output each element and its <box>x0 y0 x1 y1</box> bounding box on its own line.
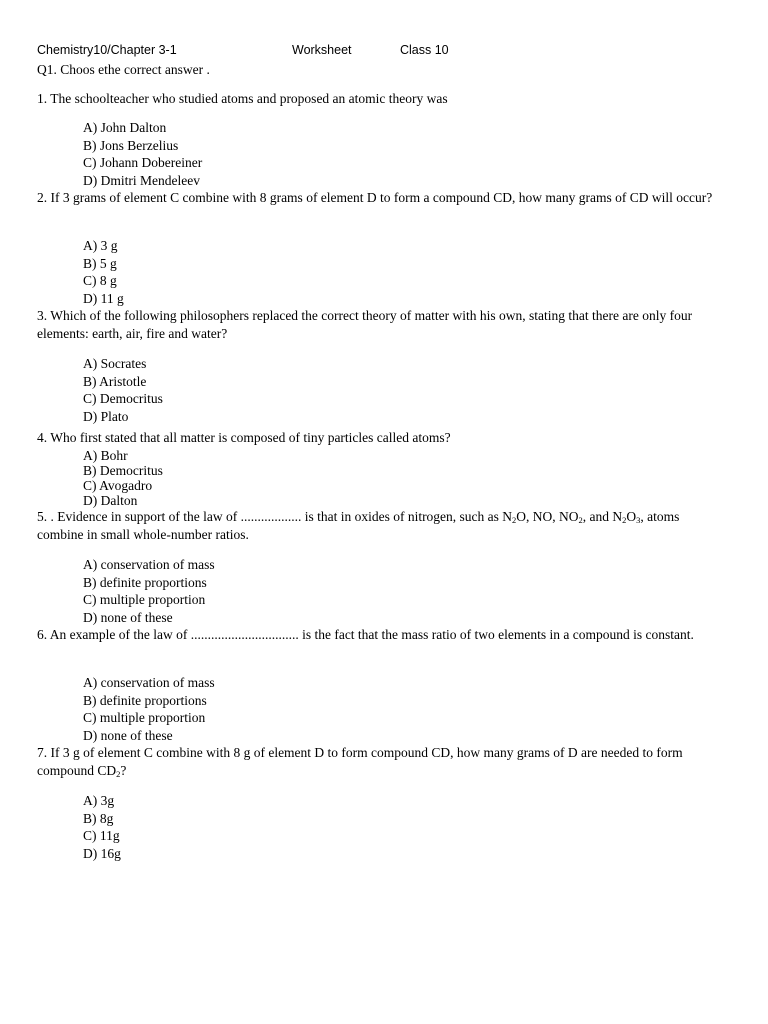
question-5 <box>37 508 727 544</box>
q4-option-b: B) Democritus <box>83 463 163 478</box>
q1-option-c: C) Johann Dobereiner <box>83 155 203 170</box>
q6-option-a: A) conservation of mass <box>83 675 215 690</box>
question-3: 3. Which of the following philosophers replaced the correct theory of matter with his own, stating that there are only four elements: earth, air, fire and water? <box>37 308 693 341</box>
q6-option-d: D) none of these <box>83 728 173 743</box>
question-1: 1. The schoolteacher who studied atoms and proposed an atomic theory was <box>37 91 448 106</box>
q5-text-mid-3: O <box>626 509 637 524</box>
q5-subscript-2: 2 <box>578 515 583 525</box>
q5-subscript-3: 2 <box>622 515 627 525</box>
q2-option-d: D) 11 g <box>83 291 124 306</box>
q2-option-b: B) 5 g <box>83 256 117 271</box>
q7-option-c: C) 11g <box>83 828 120 843</box>
q5-text-mid-2: , and N <box>582 509 623 524</box>
q7-option-b: B) 8g <box>83 811 114 826</box>
q7-text-suffix: ? <box>120 763 127 778</box>
q2-option-c: C) 8 g <box>83 273 117 288</box>
instruction: Q1. Choos ethe correct answer . <box>37 62 210 77</box>
question-6: 6. An example of the law of ................................ is the fact that the mass ratio of two elements in a compound is constant. <box>37 627 694 642</box>
q5-option-d: D) none of these <box>83 610 173 625</box>
q5-text-mid-1: O, NO, NO <box>516 509 579 524</box>
q5-option-a: A) conservation of mass <box>83 557 215 572</box>
q1-option-a: A) John Dalton <box>83 120 167 135</box>
q5-option-c: C) multiple proportion <box>83 592 206 607</box>
q4-option-d: D) Dalton <box>83 493 138 508</box>
q6-option-b: B) definite proportions <box>83 693 207 708</box>
question-7 <box>37 744 727 780</box>
q4-option-a: A) Bohr <box>83 448 128 463</box>
q1-option-d: D) Dmitri Mendeleev <box>83 173 200 188</box>
q7-subscript-1: 2 <box>116 769 121 779</box>
header-subject: Chemistry10/Chapter 3-1 <box>37 43 177 57</box>
q7-option-d: D) 16g <box>83 846 121 861</box>
q3-option-a: A) Socrates <box>83 356 147 371</box>
q2-option-a: A) 3 g <box>83 238 118 253</box>
q3-option-c: C) Democritus <box>83 391 163 406</box>
question-2: 2. If 3 grams of element C combine with 8 grams of element D to form a compound CD, how many grams of CD will occur? <box>37 190 713 205</box>
header-type: Worksheet <box>292 43 352 57</box>
q5-subscript-4: 3 <box>636 515 641 525</box>
q6-option-c: C) multiple proportion <box>83 710 206 725</box>
q7-option-a: A) 3g <box>83 793 115 808</box>
q3-option-b: B) Aristotle <box>83 374 147 389</box>
q5-text-prefix: 5. . Evidence in support of the law of .................. is that in oxides of nitrogen, such as N <box>37 509 513 524</box>
header-class: Class 10 <box>400 43 449 57</box>
question-4: 4. Who first stated that all matter is composed of tiny particles called atoms? <box>37 430 451 445</box>
q5-text-suffix: , atoms combine in small whole-number ratios. <box>37 509 680 542</box>
q3-option-d: D) Plato <box>83 409 129 424</box>
q7-text-prefix: 7. If 3 g of element C combine with 8 g of element D to form compound CD, how many grams of D are needed to form compound CD <box>37 745 683 778</box>
q4-option-c: C) Avogadro <box>83 478 153 493</box>
worksheet-header <box>37 43 737 61</box>
q1-option-b: B) Jons Berzelius <box>83 138 179 153</box>
q5-subscript-1: 2 <box>512 515 517 525</box>
q5-option-b: B) definite proportions <box>83 575 207 590</box>
